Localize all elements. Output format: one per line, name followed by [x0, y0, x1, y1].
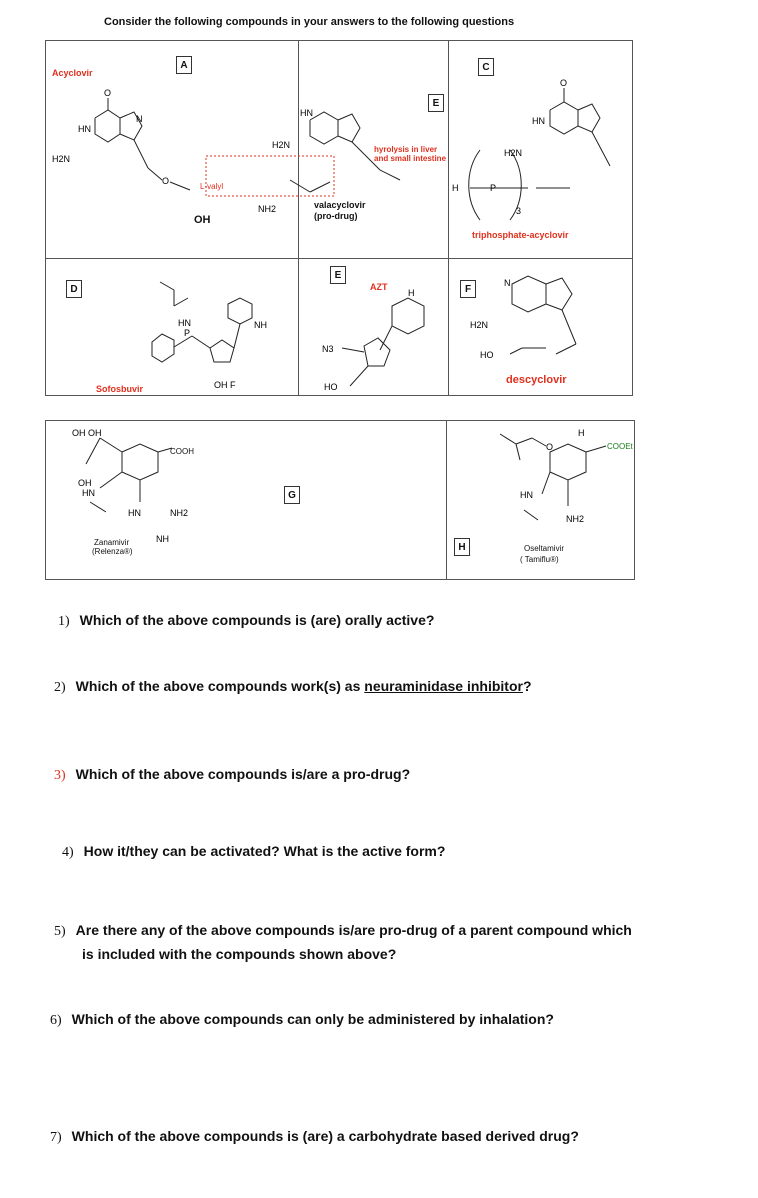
sofosbuvir-nh: NH — [254, 320, 267, 330]
oseltamivir-hn: HN — [520, 490, 533, 500]
sofosbuvir-hn: HN — [178, 318, 191, 328]
question-5-line-2: is included with the compounds shown above? — [82, 946, 397, 962]
acyclovir-box[interactable]: A — [176, 56, 192, 74]
descyclovir-ho: HO — [480, 350, 494, 360]
hydrolysis-note-2: and small intestine — [374, 154, 447, 163]
azt-box[interactable]: E — [330, 266, 346, 284]
oseltamivir-structure — [480, 424, 640, 534]
descyclovir-n: N — [504, 278, 511, 288]
oseltamivir-nh2: NH2 — [566, 514, 585, 524]
question-7: 7) Which of the above compounds is (are) a carbohydrate based derived drug? — [50, 1128, 579, 1145]
triphosphate-hn: HN — [532, 116, 545, 126]
valacyclovir-oh: OH — [194, 214, 211, 226]
sofosbuvir-label: Sofosbuvir — [96, 384, 144, 394]
zanamivir-oh3: OH — [78, 478, 92, 488]
page-header: Consider the following compounds in your answers to the following questions — [104, 16, 515, 28]
triphosphate-structure — [450, 78, 630, 216]
valacyclovir-sub: (pro-drug) — [314, 211, 358, 221]
zanamivir-box[interactable]: G — [284, 486, 300, 504]
descyclovir-h2n: H2N — [470, 320, 489, 330]
hydrolysis-note: hyrolysis in liver — [374, 145, 438, 154]
acyclovir-structure — [50, 90, 190, 200]
triphosphate-h: H — [452, 183, 459, 193]
oseltamivir-cooet: COOEt — [607, 442, 633, 451]
valacyclovir-label: valacyclovir — [314, 200, 366, 210]
lvalyl-label: L-valyl — [200, 182, 224, 191]
descyclovir-box[interactable]: F — [460, 280, 476, 298]
question-4: 4) How it/they can be activated? What is the active form? — [62, 843, 446, 860]
oseltamivir-o: O — [546, 442, 554, 452]
sofosbuvir-box[interactable]: D — [66, 280, 82, 298]
sofosbuvir-p: P — [184, 328, 191, 338]
triphosphate-o: O — [560, 78, 568, 88]
azt-structure — [320, 290, 450, 400]
question-5: 5) Are there any of the above compounds is/are pro-drug of a parent compound which — [54, 922, 632, 939]
triphosphate-label: triphosphate-acyclovir — [472, 230, 569, 240]
descyclovir-label: descyclovir — [506, 374, 567, 386]
triphosphate-h2n: H2N — [504, 148, 523, 158]
acyclovir-n: N — [136, 114, 143, 124]
sofosbuvir-ohf: OH F — [214, 380, 236, 390]
question-3: 3) Which of the above compounds is/are a pro-drug? — [54, 766, 411, 783]
question-2: 2) Which of the above compounds work(s) as neuraminidase inhibitor? — [54, 678, 532, 695]
question-1: 1) Which of the above compounds is (are) orally active? — [58, 612, 435, 629]
zanamivir-nh2: NH2 — [170, 508, 189, 518]
azt-h: H — [408, 288, 415, 298]
azt-ho: HO — [324, 382, 338, 392]
oseltamivir-sub: ( Tamiflu®) — [520, 555, 559, 564]
valacyclovir-box[interactable]: E — [428, 94, 444, 112]
valacyclovir-nh2: NH2 — [258, 204, 277, 214]
azt-n3: N3 — [322, 344, 334, 354]
descyclovir-structure — [466, 264, 626, 374]
acyclovir-h2n: H2N — [52, 154, 71, 164]
oseltamivir-h: H — [578, 428, 585, 438]
acyclovir-o2: O — [162, 176, 170, 186]
acyclovir-hn: HN — [78, 124, 91, 134]
triphosphate-sub3: 3 — [516, 206, 522, 216]
zanamivir-oh2: OH — [88, 428, 102, 438]
zanamivir-structure — [60, 424, 220, 544]
question-6: 6) Which of the above compounds can only be administered by inhalation? — [50, 1011, 554, 1028]
zanamivir-label: Zanamivir — [94, 538, 130, 547]
sofosbuvir-structure — [140, 270, 280, 390]
oseltamivir-label: Oseltamivir — [524, 544, 565, 553]
zanamivir-cooh: COOH — [170, 447, 194, 456]
acyclovir-o: O — [104, 88, 112, 98]
oseltamivir-box[interactable]: H — [454, 538, 470, 556]
zanamivir-hn: HN — [82, 488, 95, 498]
triphosphate-box[interactable]: C — [478, 58, 494, 76]
zanamivir-sub: (Relenza®) — [92, 547, 133, 556]
zanamivir-nh: NH — [156, 534, 169, 544]
valacyclovir-h2n: H2N — [272, 140, 291, 150]
zanamivir-oh1: OH — [72, 428, 86, 438]
triphosphate-p: P — [490, 183, 497, 193]
zanamivir-hn2: HN — [128, 508, 141, 518]
azt-label: AZT — [370, 282, 388, 292]
acyclovir-label: Acyclovir — [52, 68, 93, 78]
valacyclovir-hn: HN — [300, 108, 313, 118]
